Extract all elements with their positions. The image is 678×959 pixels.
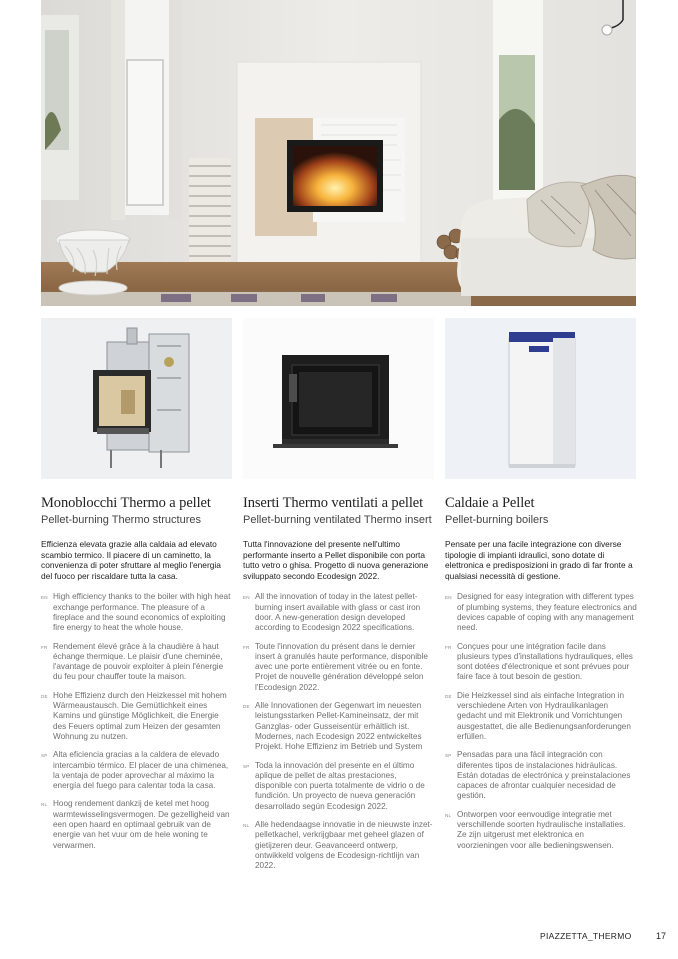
entry-text: High efficiency thanks to the boiler with high heat exchange performance. The pleasure of a fireplace and the sound economics of exploiting fire energy to heat the whole house. [53, 592, 231, 633]
entry-nl [445, 810, 637, 851]
language-code: FR [243, 644, 250, 650]
entry-de [243, 701, 435, 752]
entry-de [445, 691, 637, 742]
entry-en [445, 592, 637, 633]
language-code: EN [41, 595, 48, 601]
language-code: NL [41, 802, 48, 808]
language-code: FR [41, 644, 48, 650]
entry-text: All the innovation of today in the latest pellet-burning insert available with glass or cast iron door. A new-generation design developed according to Ecodesign 2022 specifications. [255, 592, 421, 633]
entry-text: Toute l'innovation du présent dans le dernier insert à granulés haute performance, disponible avec une porte entièrement vitrée ou en fonte. Projet de nouvelle génération développé selon l'Ecodesign 2022. [255, 641, 428, 692]
entry-en [243, 592, 435, 633]
entry-text: Die Heizkessel sind als einfache Integration in verschiedene Arten von Hydraulikanlagen gedacht und mit Elektronik und Vorrichtungen ausgestattet, die alle Bedienungsanforderungen erfüllen. [457, 690, 631, 741]
language-code: SP [445, 753, 452, 759]
entry-text: Alle hedendaagse innovatie in de nieuwste inzet-pelletkachel, verkrijgbaar met geheel glazen of gietijzeren deur. Geavanceerd ontwerp, ontwikkeld volgens de Ecodesign-richtlijn van 2022. [255, 820, 433, 871]
entry-text: Rendement élevé grâce à la chaudière à haut échange thermique. Le plaisir d'une cheminée, l'avantage de pouvoir exploiter à plein l'énergie du feu pour chauffer toute la maison. [53, 641, 224, 682]
language-code: EN [445, 595, 452, 601]
entry-text: Ontworpen voor eenvoudige integratie met verschillende soorten hydraulische installaties. Ze zijn uitgerust met elektronica en voorzieningen voor alle bedieningswensen. [457, 809, 626, 850]
monoblocco-illustration [41, 318, 232, 479]
column-caldaie [445, 495, 637, 851]
column-lead-text: Efficienza elevata grazie alla caldaia ad elevato scambio termico. Il piacere di un caminetto, la convenienza di poter sfruttare al meglio l'energia del fuoco per riscaldare tutta la casa. [41, 539, 221, 581]
column-subtitle: Pellet-burning boilers [445, 514, 549, 526]
language-code: DE [243, 704, 250, 710]
column-subtitle: Pellet-burning Thermo structures [41, 514, 201, 526]
product-image-caldaia [445, 318, 636, 479]
entry-de [41, 691, 233, 742]
language-code: SP [41, 753, 48, 759]
entry-sp [445, 750, 637, 801]
footer-brand: PIAZZETTA_THERMO [540, 931, 632, 941]
language-code: SP [243, 763, 250, 769]
inserto-illustration [243, 318, 434, 479]
entry-text: Hohe Effizienz durch den Heizkessel mit hohem Wärmeaustausch. Die Gemütlichkeit eines Kamins und günstige Möglichkeit, die Energie des Feuers optimal zum Heizen der gesamten Wohnung zu nutzen. [53, 690, 227, 741]
entry-text: Designed for easy integration with different types of plumbing systems, they feature electronics and devices capable of coping with any management need. [457, 592, 637, 633]
caldaia-illustration [445, 318, 636, 479]
column-lead-text: Pensate per una facile integrazione con diverse tipologie di impianti idraulici, sono dotate di elettronica e predisposizioni in grado di far fronte a qualsiasi necessità di gestione. [445, 539, 633, 581]
language-code: FR [445, 644, 452, 650]
page-footer [540, 931, 667, 941]
entry-text: Hoog rendement dankzij de ketel met hoog warmtewisselingsvermogen. De gezelligheid van een open haard en optimaal gebruik van de energie van het vuur om de hele woning te verwarmen. [53, 799, 230, 850]
entry-text: Pensadas para una fácil integración con diferentes tipos de instalaciones hidráulicas. Están dotadas de electrónica y preinstalaciones capaces de afrontar cualquier necesidad de gestión. [457, 750, 631, 801]
entry-text: Alta eficiencia gracias a la caldera de elevado intercambio térmico. El placer de una chimenea, la ventaja de poder aprovechar al máximo la energía del fuego para calentar toda la casa. [53, 750, 229, 791]
language-code: NL [243, 823, 250, 829]
column-title: Caldaie a Pellet [445, 495, 535, 511]
column-lead-text: Tutta l'innovazione del presente nell'ultimo performante inserto a Pellet disponibile con porta tutto vetro o ghisa. Progetto di nuova generazione sviluppato secondo Ecodesign 2022. [243, 539, 429, 581]
entry-nl [243, 820, 435, 871]
entry-fr [41, 642, 233, 683]
column-title: Inserti Thermo ventilati a pellet [243, 495, 424, 511]
language-code: EN [243, 595, 250, 601]
language-code: NL [445, 812, 452, 818]
product-image-monoblocco [41, 318, 232, 479]
hero-photo-living-room [41, 0, 636, 306]
language-code: DE [41, 693, 48, 699]
product-image-inserto [243, 318, 434, 479]
entry-sp [41, 750, 233, 791]
entry-text: Conçues pour une intégration facile dans plusieurs types d'installations hydrauliques, elles sont dotées d'électronique et sont prévues pour faire face à tout besoin de gestion. [457, 641, 633, 682]
entry-nl [41, 799, 233, 850]
language-code: DE [445, 693, 452, 699]
column-subtitle: Pellet-burning ventilated Thermo insert [243, 514, 432, 526]
column-inserti [243, 495, 435, 872]
entry-text: Alle Innovationen der Gegenwart im neuesten leistungsstarken Pellet-Kamineinsatz, der mit Ganzglas- oder Gusseisentür erhältlich ist. Modernes, nach Ecodesign 2022 entwickeltes Projekt. Hohe Effizienz im Betrieb und System [255, 701, 423, 752]
column-monoblocchi [41, 495, 233, 851]
page-number: 17 [656, 931, 667, 941]
entry-text: Toda la innovación del presente en el último aplique de pellet de altas prestaciones, disponible con puerta totalmente de vidrio o de fundición. Un proyecto de nueva generación desarrollado según Ecodesign 2022. [255, 760, 425, 811]
living-room-illustration [41, 0, 636, 306]
entry-fr [243, 642, 435, 693]
entry-sp [243, 761, 435, 812]
entry-en [41, 592, 233, 633]
entry-fr [445, 642, 637, 683]
column-title: Monoblocchi Thermo a pellet [41, 495, 211, 511]
